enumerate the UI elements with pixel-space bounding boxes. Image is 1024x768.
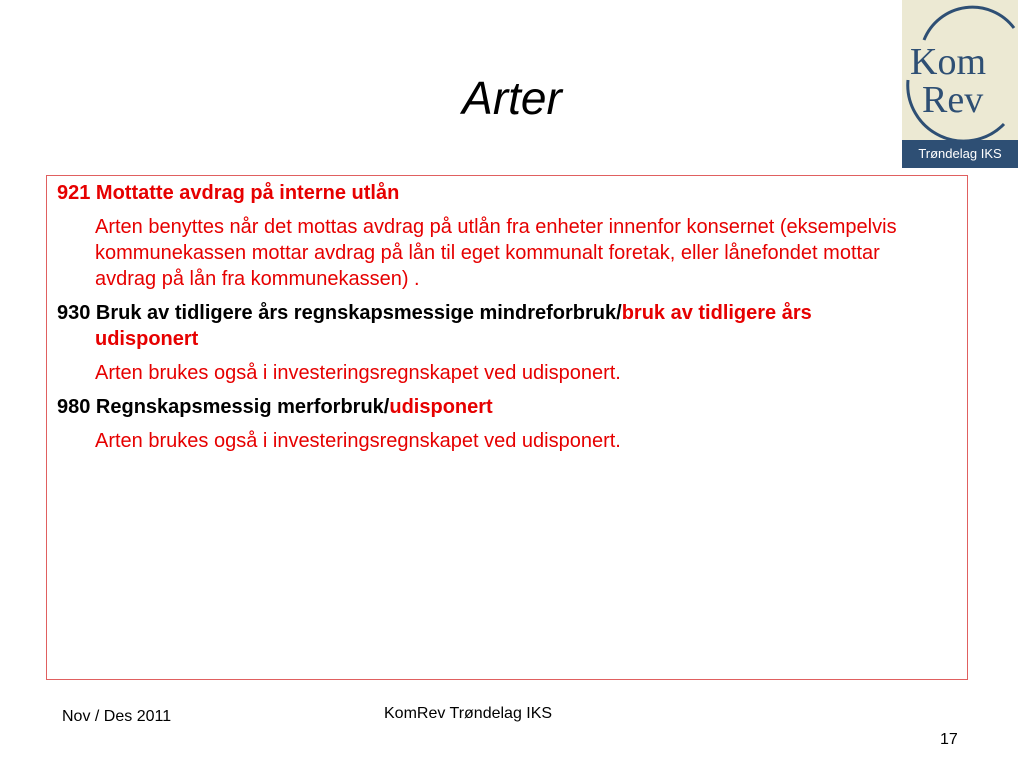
komrev-logo: [902, 0, 1018, 168]
item-980-text: Arten brukes også i investeringsregnskapet ved udisponert.: [95, 430, 621, 452]
item-930-heading-red: bruk av tidligere års udisponert: [95, 302, 812, 350]
footer-org: KomRev Trøndelag IKS: [384, 705, 553, 722]
footer-date: Nov / Des 2011: [62, 708, 172, 725]
page-number: 17: [940, 731, 958, 748]
slide-title: Arter: [462, 72, 562, 124]
item-930-heading-black: 930 Bruk av tidligere års regnskapsmessige mindreforbruk/: [57, 302, 622, 324]
logo-band: Trøndelag IKS: [902, 140, 1018, 168]
item-980-heading-red: udisponert: [389, 396, 493, 418]
item-921-heading: 921 Mottatte avdrag på interne utlån: [57, 182, 400, 204]
logo-text-kom: Kom: [910, 41, 986, 83]
item-930-heading: [57, 300, 897, 352]
item-921-text: Arten benyttes når det mottas avdrag på utlån fra enheter innenfor konsernet (eksempelvis kommunekassen mottar avdrag på lån til eget kommunalt foretak, eller lånefondet mottar avdrag på lån fra kommunekassen) .: [95, 216, 897, 290]
logo-text-rev: Rev: [922, 79, 984, 121]
slide-content: [57, 180, 897, 462]
item-930-text: Arten brukes også i investeringsregnskapet ved udisponert.: [95, 362, 621, 384]
item-980-heading: [57, 394, 897, 420]
item-980-heading-black: 980 Regnskapsmessig merforbruk/: [57, 396, 390, 418]
